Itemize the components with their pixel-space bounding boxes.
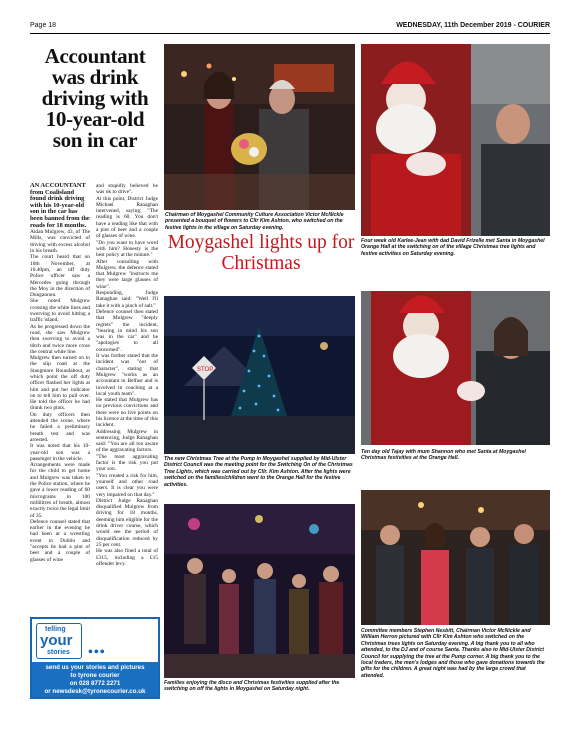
photo-santa-mum [361,291,550,445]
caption-christmas-tree: The new Christmas Tree at the Pump in Moygashel supplied by Mid-Ulster District Council was the meeting point for the Switching On of the Christmas Tree Lights, which was carried out by Cllr. Kim Ashton. After the lights were switched on the families/children went to the Orange Hall for the festive activities. [164,456,353,488]
dots-decoration: ••• [88,645,106,660]
paragraph: Addressing Mulgrew in sentencing, Judge Ranaghan said: "You are all too aware of the aggravating factors. [96,428,158,454]
paragraph: "Do you want to have word with him? Honesty is the best policy at the minute." [96,239,158,259]
photo-graphic [361,490,550,625]
paragraph: As he progressed down the road, she saw Mulgrew then swerving to avoid a ditch and twice more cross the central white line. [30,323,90,355]
paragraph: District Judge Ranaghan disqualified Mulgrew from driving for 18 months, deeming him eligible for the drink driver course, which would see the period of disqualification reduced by 25 per cent. [96,497,158,548]
paragraph: The court heard that on 10th November, at 10.40pm, an off duty Police officer saw a Mercedes going through the Moy in the direction of Dungannon. [30,254,90,299]
photo-committee [361,490,550,625]
photo-graphic [164,504,355,678]
paragraph: It was further stated that the incident was "out of character", stating that Mulgrew "works as an accountant in Belfast and is involved in coaching at a local youth team". [96,353,158,397]
page-header [30,20,550,34]
story-headline: Accountant was drink driving with 10-year-old son in car [41,44,149,152]
promo-email[interactable]: or newsdesk@tyronecourier.co.uk [44,688,146,695]
promo-line-2: to tyrone courier [70,672,120,679]
paragraph: Mulgrew then turned on to the slip road at the Stangmore Roundabout, at which point the off duty officer flashed her lights at him and put her indicator on to tell him to pull over. He told the officer he had drunk two pints. [30,355,90,412]
story-lead: AN ACCOUNTANT from Coalisland found drink driving with his 10-year-old son in the car has been banned from the roads for 18 months. [30,183,90,229]
paragraph: At this point, District Judge Michael Ranaghan intervened, saying: "The reading is 60. You don't have a reading like that with a pint of beer and a couple of glasses of wine. [96,195,158,240]
promo-line-3: on 028 8772 2271 [69,680,121,687]
photo-christmas-tree [164,296,355,454]
promo-band [32,662,158,697]
telling-your-stories-logo: telling your stories [36,623,82,659]
dateline: WEDNESDAY, 11th December 2019 - COURIER [396,22,550,29]
page-number: Page 18 [30,22,57,29]
paragraph: Aidan Mulgrew, 43, of The Mills, was convicted of driving with excess alcohol in his breath. [30,229,90,255]
paragraph: Defence counsel stated that earlier in the evening he had been at a wrestling event in Dublin and "accepts he had a pint of beer and a couple of glasses of wine [30,518,90,563]
photo-graphic [164,44,355,210]
paragraph: On duty officers then attended the scene, where he failed a preliminary breath test and was arrested. [30,411,90,443]
paragraph: After consulting with Mulgrew, the defence stated that Mulgrew "instructs me they were large glasses of wine". [96,258,158,290]
caption-santa-mum: Ten day old Tajay with mum Shannon who met Santa at Moygashel Christmas festivities at the Orange Hall. [361,449,526,462]
caption-disco: Families enjoying the disco and Christmas festivities supplied after the switching on off the lights in Moygashel on Saturday night. [164,680,340,693]
photo-graphic [361,291,550,445]
photo-santa-baby [361,44,550,236]
paragraph: Responding, Judge Ranaghan said: "Well I'll take it with a pinch of salt." [96,290,158,309]
story-column-2 [96,183,158,613]
paragraph: He stated that Mulgrew has no previous convictions and there were no live points on his licence at the time of this incident. [96,397,158,429]
paragraph: Defence counsel then stated that Mulgrew "deeply regrets" the incident, "bearing in mind his son was in the car" and he "apologies to all concerned". [96,308,158,353]
photo-flowers-presentation [164,44,355,210]
paragraph: "The most aggravating factor is the risk you put your son. [96,453,158,473]
story-column-1 [30,183,90,613]
caption-flowers: Chairman of Moygashel Community Culture Association Victor McNickle presented a bouquet of flowers to Cllr Kim Ashton, who switched on the festive lights in the village on Saturday evening. [165,212,344,231]
photo-disco-families [164,504,355,678]
caption-santa-baby: Four week old Karlee-Jean with dad David Frizelle met Santa in Moygashel Orange Hall at the switching on of the village Christmas tree lights and festive activities on Saturday evening. [361,238,545,257]
stop-sign-text: STOP [197,367,214,373]
paragraph: She noted Mulgrew crossing the white lines and swerving to avoid hitting a traffic island. [30,298,90,324]
photo-graphic [361,44,550,236]
paragraph: "You created a risk for him, yourself and other road users. It is clear you were very impaired on that day." [96,472,158,498]
section-title: Moygashel lights up for Christmas [167,232,355,274]
promo-line-1: send us your stories and pictures [45,664,145,671]
caption-committee: Committee members Stephen Nesbitt, Chairman Victor McNickle and William Herron pictured with Cllr Kim Ashton who switched on the Christmas trees lights on Saturday evening. A big thank you to all who attended, to the DJ and of course Santa. Thanks also to Mid-Ulster District Council for supplying the tree at the Pump corner. A big thank you to the local traders, the men's lodges and those who gave donations towards the gifts for the children. A great night was had by the large crowd that attended. [361,628,545,679]
paragraph: He was also fined a total of £315, including a £15 offender levy. [96,548,158,567]
promo-box [30,617,160,699]
paragraph: and stupidly believed he was ok to drive". [96,183,158,196]
paragraph: Arrangements were made for the child to get home and Mulgrew was taken to the Police station, where he gave a lower reading of 60 micrograms in 100 millilitres of breath, almost exactly twice the legal limit of 35. [30,462,90,519]
photo-graphic [164,296,355,454]
paragraph: It was noted that his 10-year-old son was a passenger in the vehicle. [30,443,90,462]
